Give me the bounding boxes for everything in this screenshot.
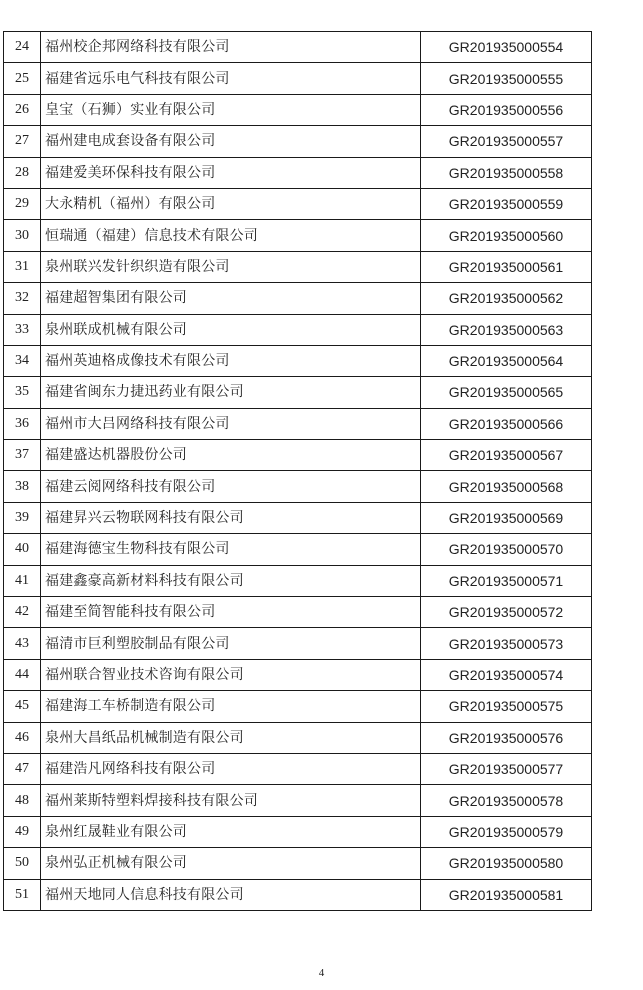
company-name: 福州联合智业技术咨询有限公司 (41, 659, 421, 690)
certificate-number: GR201935000580 (421, 848, 592, 879)
row-number: 27 (4, 126, 41, 157)
company-name: 泉州弘正机械有限公司 (41, 848, 421, 879)
row-number: 29 (4, 188, 41, 219)
certificate-number: GR201935000564 (421, 345, 592, 376)
table-row (4, 659, 592, 690)
row-number: 34 (4, 345, 41, 376)
table-row (4, 220, 592, 251)
row-number: 25 (4, 63, 41, 94)
company-name: 福建云阅网络科技有限公司 (41, 471, 421, 502)
row-number: 50 (4, 848, 41, 879)
row-number: 28 (4, 157, 41, 188)
company-name: 福建爱美环保科技有限公司 (41, 157, 421, 188)
certificate-number: GR201935000579 (421, 816, 592, 847)
company-name: 大永精机（福州）有限公司 (41, 188, 421, 219)
table-body (4, 32, 592, 911)
row-number: 26 (4, 94, 41, 125)
row-number: 37 (4, 440, 41, 471)
certificate-number: GR201935000560 (421, 220, 592, 251)
certificate-number: GR201935000558 (421, 157, 592, 188)
company-name: 福州建电成套设备有限公司 (41, 126, 421, 157)
row-number: 46 (4, 722, 41, 753)
row-number: 47 (4, 753, 41, 784)
certificate-number: GR201935000565 (421, 377, 592, 408)
company-name: 福建省闽东力捷迅药业有限公司 (41, 377, 421, 408)
row-number: 30 (4, 220, 41, 251)
table-row (4, 314, 592, 345)
company-name: 泉州联成机械有限公司 (41, 314, 421, 345)
row-number: 51 (4, 879, 41, 910)
company-name: 福州校企邦网络科技有限公司 (41, 32, 421, 63)
row-number: 39 (4, 502, 41, 533)
certificate-number: GR201935000561 (421, 251, 592, 282)
table-row (4, 440, 592, 471)
certificate-number: GR201935000559 (421, 188, 592, 219)
certificate-number: GR201935000569 (421, 502, 592, 533)
table-row (4, 816, 592, 847)
table-row (4, 502, 592, 533)
company-name: 福建省远乐电气科技有限公司 (41, 63, 421, 94)
table-row (4, 251, 592, 282)
certificate-number: GR201935000555 (421, 63, 592, 94)
certificate-number: GR201935000566 (421, 408, 592, 439)
company-name: 福州天地同人信息科技有限公司 (41, 879, 421, 910)
table-row (4, 32, 592, 63)
table-row (4, 691, 592, 722)
table-row (4, 879, 592, 910)
row-number: 24 (4, 32, 41, 63)
table-row (4, 63, 592, 94)
table-row (4, 283, 592, 314)
row-number: 36 (4, 408, 41, 439)
certificate-number: GR201935000571 (421, 565, 592, 596)
certificate-number: GR201935000568 (421, 471, 592, 502)
row-number: 42 (4, 597, 41, 628)
company-name: 泉州红晟鞋业有限公司 (41, 816, 421, 847)
certificate-number: GR201935000573 (421, 628, 592, 659)
company-name: 福建海德宝生物科技有限公司 (41, 534, 421, 565)
certificate-number: GR201935000567 (421, 440, 592, 471)
table-row (4, 471, 592, 502)
company-name: 福州英迪格成像技术有限公司 (41, 345, 421, 376)
company-name: 福建海工车桥制造有限公司 (41, 691, 421, 722)
certificate-number: GR201935000572 (421, 597, 592, 628)
table-row (4, 126, 592, 157)
company-name: 福清市巨利塑胶制品有限公司 (41, 628, 421, 659)
row-number: 44 (4, 659, 41, 690)
company-name: 福建超智集团有限公司 (41, 283, 421, 314)
company-name: 福建鑫豪高新材料科技有限公司 (41, 565, 421, 596)
certificate-number: GR201935000575 (421, 691, 592, 722)
company-name: 福建至简智能科技有限公司 (41, 597, 421, 628)
certificate-number: GR201935000557 (421, 126, 592, 157)
company-name: 福州市大吕网络科技有限公司 (41, 408, 421, 439)
certificate-number: GR201935000554 (421, 32, 592, 63)
row-number: 38 (4, 471, 41, 502)
row-number: 49 (4, 816, 41, 847)
certificate-number: GR201935000563 (421, 314, 592, 345)
row-number: 41 (4, 565, 41, 596)
row-number: 35 (4, 377, 41, 408)
certificate-table (3, 31, 592, 911)
company-name: 皇宝（石狮）实业有限公司 (41, 94, 421, 125)
table-row (4, 408, 592, 439)
row-number: 31 (4, 251, 41, 282)
row-number: 32 (4, 283, 41, 314)
certificate-number: GR201935000576 (421, 722, 592, 753)
table-row (4, 534, 592, 565)
company-name: 福建浩凡网络科技有限公司 (41, 753, 421, 784)
table-row (4, 188, 592, 219)
certificate-number: GR201935000578 (421, 785, 592, 816)
table-row (4, 565, 592, 596)
table-row (4, 628, 592, 659)
page-number: 4 (318, 967, 325, 979)
certificate-number: GR201935000570 (421, 534, 592, 565)
document-sheet (3, 31, 589, 911)
row-number: 45 (4, 691, 41, 722)
table-row (4, 722, 592, 753)
company-name: 泉州联兴发针织织造有限公司 (41, 251, 421, 282)
company-name: 泉州大昌纸品机械制造有限公司 (41, 722, 421, 753)
company-name: 福州莱斯特塑料焊接科技有限公司 (41, 785, 421, 816)
table-row (4, 157, 592, 188)
row-number: 43 (4, 628, 41, 659)
table-row (4, 785, 592, 816)
certificate-number: GR201935000581 (421, 879, 592, 910)
row-number: 33 (4, 314, 41, 345)
table-row (4, 848, 592, 879)
certificate-number: GR201935000577 (421, 753, 592, 784)
table-row (4, 94, 592, 125)
company-name: 福建盛达机器股份公司 (41, 440, 421, 471)
table-row (4, 345, 592, 376)
row-number: 48 (4, 785, 41, 816)
certificate-number: GR201935000556 (421, 94, 592, 125)
certificate-number: GR201935000574 (421, 659, 592, 690)
table-row (4, 377, 592, 408)
company-name: 恒瑞通（福建）信息技术有限公司 (41, 220, 421, 251)
table-row (4, 597, 592, 628)
certificate-number: GR201935000562 (421, 283, 592, 314)
company-name: 福建昇兴云物联网科技有限公司 (41, 502, 421, 533)
row-number: 40 (4, 534, 41, 565)
table-row (4, 753, 592, 784)
